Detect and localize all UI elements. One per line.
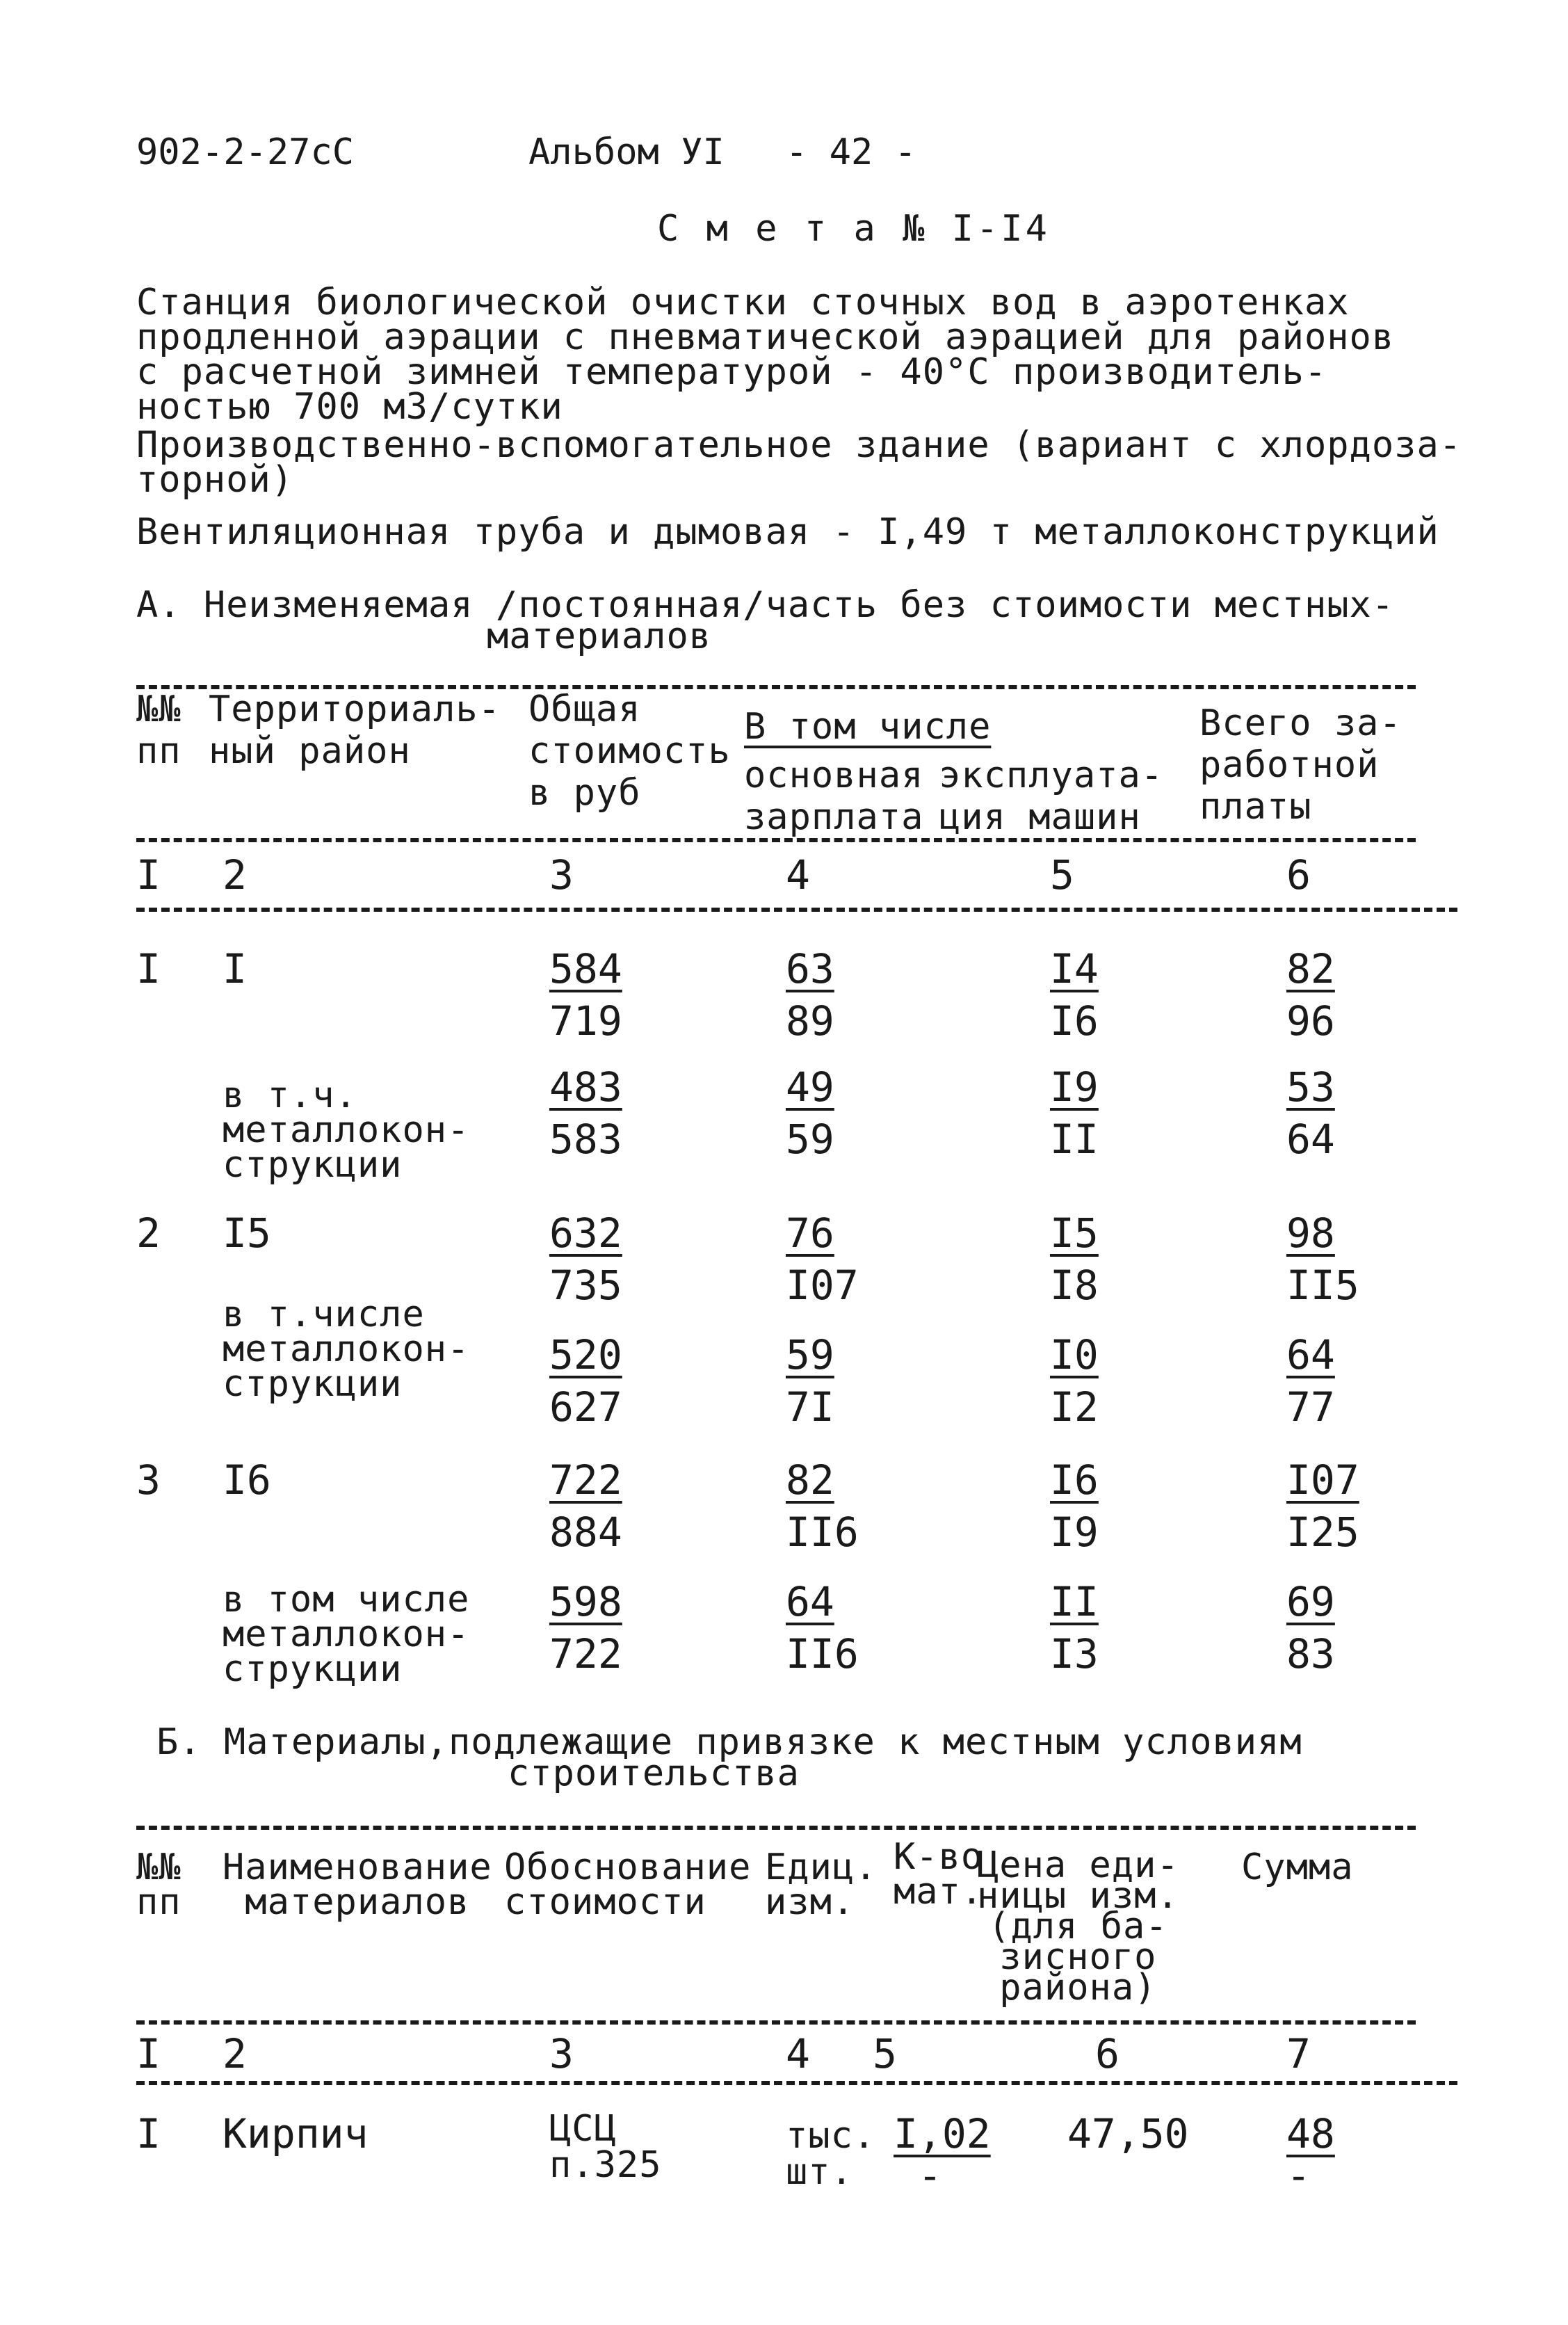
machines-numerator: II (1050, 1578, 1099, 1625)
quantity-denominator: - (918, 2152, 942, 2199)
table-rule (136, 2081, 1457, 2085)
district: I (223, 945, 247, 992)
total-cost-denominator: 719 (549, 997, 622, 1045)
district: в т.ч. металлокон- струкции (223, 1075, 470, 1186)
unit-price: 47,50 (1067, 2110, 1189, 2157)
salary-numerator: 49 (786, 1063, 834, 1111)
column-header-number: №№ пп (136, 1847, 181, 1923)
total-cost-numerator: 520 (549, 1331, 622, 1378)
column-header-sum: Сумма (1241, 1847, 1354, 1888)
salary-numerator: 82 (786, 1456, 834, 1504)
description-line: Станция биологической очистки сточных вод в аэротенках (136, 282, 1350, 323)
salary-numerator: 76 (786, 1209, 834, 1257)
album-label: Альбом УI (528, 131, 725, 173)
sum-numerator: 48 (1286, 2110, 1335, 2157)
column-number: 4 (786, 851, 810, 899)
section-a-title-cont: материалов (487, 616, 712, 657)
column-header-unit-price: Цена еди- ницы изм. (для ба- зисного района) (977, 1844, 1179, 2009)
total-cost-denominator: 627 (549, 1383, 622, 1431)
machines-denominator: I9 (1050, 1509, 1099, 1556)
column-number: 2 (223, 2030, 247, 2077)
column-header-material-name: Наименование материалов (223, 1847, 492, 1923)
row-number: 3 (136, 1456, 161, 1504)
wages-denominator: 77 (1286, 1383, 1335, 1431)
document-code: 902-2-27сС (136, 131, 355, 173)
material-name: Кирпич (223, 2110, 369, 2157)
salary-denominator: I07 (786, 1262, 859, 1309)
column-number: 2 (223, 851, 247, 899)
column-header-machine-operation: эксплуата- ция машин (939, 755, 1164, 838)
description-line: продленной аэрации с пневматической аэрацией для районов (136, 316, 1395, 358)
unit: тыс. шт. (786, 2115, 876, 2193)
column-number: 3 (549, 851, 574, 899)
machines-denominator: I6 (1050, 997, 1099, 1045)
machines-numerator: I6 (1050, 1456, 1099, 1504)
description-line: ностью 700 м3/сутки (136, 386, 563, 428)
machines-denominator: II (1050, 1116, 1099, 1163)
wages-denominator: I25 (1286, 1509, 1359, 1556)
district: в т.числе металлокон- струкции (223, 1294, 470, 1405)
column-header-district: Территориаль- ный район (209, 689, 501, 772)
wages-denominator: 64 (1286, 1116, 1335, 1163)
column-header-cost-basis: Обоснование стоимости (504, 1847, 752, 1923)
district: в том числе металлокон- струкции (223, 1579, 470, 1690)
machines-numerator: I4 (1050, 945, 1099, 992)
total-cost-numerator: 722 (549, 1456, 622, 1504)
table-rule (136, 838, 1416, 842)
column-number: 7 (1286, 2030, 1311, 2077)
salary-denominator: 89 (786, 997, 834, 1045)
total-cost-numerator: 632 (549, 1209, 622, 1257)
district: I5 (223, 1209, 271, 1257)
quantity-numerator: I,02 (894, 2110, 991, 2157)
salary-denominator: 7I (786, 1383, 834, 1431)
total-cost-numerator: 483 (549, 1063, 622, 1111)
table-rule (136, 2020, 1416, 2025)
column-number: 5 (873, 2030, 897, 2077)
column-number: 6 (1095, 2030, 1120, 2077)
column-header-number: №№ пп (136, 689, 181, 772)
total-cost-denominator: 722 (549, 1630, 622, 1678)
column-number: I (136, 2030, 161, 2077)
column-number: 6 (1286, 851, 1311, 899)
column-number: 4 (786, 2030, 810, 2077)
total-cost-numerator: 584 (549, 945, 622, 992)
section-a-title: А. Неизменяемая /постоянная/часть без стоимости местных- (136, 584, 1395, 626)
machines-denominator: I8 (1050, 1262, 1099, 1309)
column-header-total-cost: Общая стоимость в руб (528, 689, 731, 814)
district: I6 (223, 1456, 271, 1504)
salary-denominator: 59 (786, 1116, 834, 1163)
column-header-base-salary: основная зарплата (744, 755, 924, 838)
wages-denominator: 83 (1286, 1630, 1335, 1678)
wages-numerator: I07 (1286, 1456, 1359, 1504)
wages-numerator: 82 (1286, 945, 1335, 992)
total-cost-denominator: 583 (549, 1116, 622, 1163)
wages-numerator: 64 (1286, 1331, 1335, 1378)
row-number: I (136, 945, 161, 992)
salary-denominator: II6 (786, 1509, 859, 1556)
wages-denominator: 96 (1286, 997, 1335, 1045)
machines-numerator: I5 (1050, 1209, 1099, 1257)
column-header-group-including: В том числе (744, 706, 992, 748)
row-number: 2 (136, 1209, 161, 1257)
total-cost-denominator: 735 (549, 1262, 622, 1309)
section-b-title: Б. Материалы,подлежащие привязке к местным условиям (156, 1721, 1302, 1763)
wages-numerator: 69 (1286, 1578, 1335, 1625)
salary-numerator: 64 (786, 1578, 834, 1625)
machines-denominator: I2 (1050, 1383, 1099, 1431)
page-title: С м е т а № I-I4 (657, 208, 1050, 250)
machines-numerator: I9 (1050, 1063, 1099, 1111)
description-line: Вентиляционная труба и дымовая - I,49 т металлоконструкций (136, 511, 1439, 553)
wages-numerator: 53 (1286, 1063, 1335, 1111)
salary-denominator: II6 (786, 1630, 859, 1678)
wages-numerator: 98 (1286, 1209, 1335, 1257)
total-cost-denominator: 884 (549, 1509, 622, 1556)
column-header-unit: Едиц. изм. (765, 1847, 878, 1923)
column-number: 5 (1050, 851, 1074, 899)
column-header-quantity: К-во мат. (894, 1836, 984, 1913)
total-cost-numerator: 598 (549, 1578, 622, 1625)
section-b-title-cont: строительства (508, 1753, 800, 1794)
description-line: Производственно-вспомогательное здание (вариант с хлордоза- (136, 424, 1462, 466)
machines-numerator: I0 (1050, 1331, 1099, 1378)
table-rule (136, 908, 1457, 912)
machines-denominator: I3 (1050, 1630, 1099, 1678)
page-number: - 42 - (786, 131, 916, 173)
sum-denominator: - (1286, 2152, 1311, 2199)
description-line: с расчетной зимней температурой - 40°С производитель- (136, 351, 1327, 393)
cost-basis: ЦСЦ п.325 (549, 2108, 662, 2186)
column-number: I (136, 851, 161, 899)
salary-numerator: 59 (786, 1331, 834, 1378)
table-rule (136, 1826, 1416, 1830)
description-line: торной) (136, 459, 294, 501)
row-number: I (136, 2110, 161, 2157)
salary-numerator: 63 (786, 945, 834, 992)
wages-denominator: II5 (1286, 1262, 1359, 1309)
column-header-total-wages: Всего за- работной платы (1199, 702, 1402, 828)
column-number: 3 (549, 2030, 574, 2077)
